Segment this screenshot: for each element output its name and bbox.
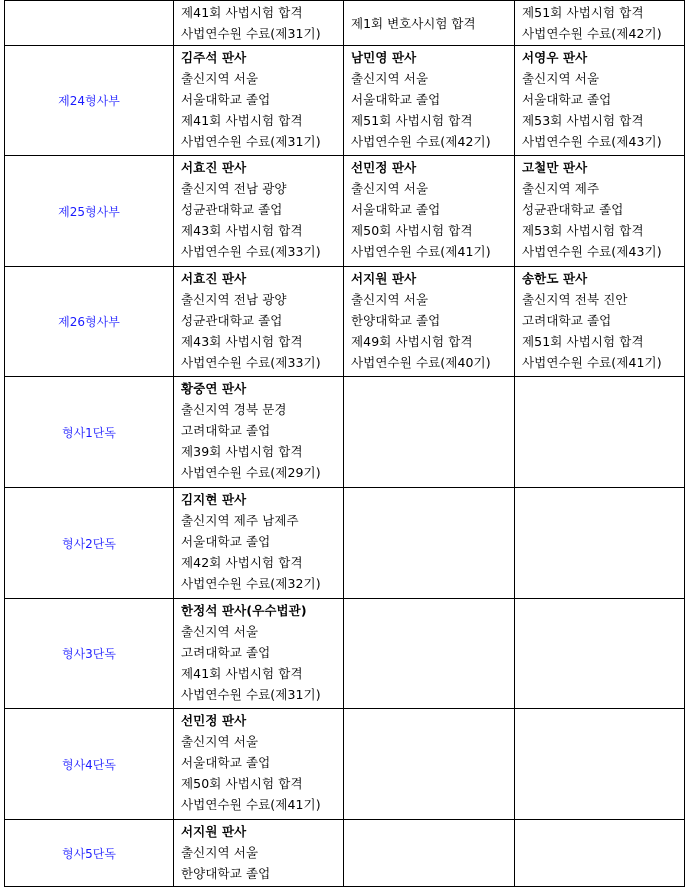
judge-detail: 사법연수원 수료(제41기) bbox=[181, 797, 321, 812]
judge-cell bbox=[344, 709, 515, 820]
judge-detail: 제41회 사법시험 합격 bbox=[181, 666, 303, 681]
judge-cell bbox=[174, 599, 344, 709]
table-row bbox=[5, 156, 685, 267]
judge-cell bbox=[174, 820, 344, 887]
judge-detail: 서울대학교 졸업 bbox=[351, 92, 441, 107]
judge-detail: 제43회 사법시험 합격 bbox=[181, 223, 303, 238]
judge-detail: 출신지역 서울 bbox=[522, 71, 600, 86]
judge-cell bbox=[344, 599, 515, 709]
judge-cell bbox=[344, 377, 515, 488]
judge-cell bbox=[174, 709, 344, 820]
judge-detail: 사법연수원 수료(제41기) bbox=[522, 355, 662, 370]
department-cell: 제24형사부 bbox=[5, 46, 174, 156]
judge-detail: 출신지역 제주 bbox=[522, 181, 600, 196]
judge-detail: 사법연수원 수료(제31기) bbox=[181, 26, 321, 41]
judge-detail: 출신지역 서울 bbox=[181, 624, 259, 639]
judge-cell bbox=[344, 820, 515, 887]
judge-cell bbox=[515, 599, 685, 709]
judge-detail: 사법연수원 수료(제43기) bbox=[522, 244, 662, 259]
judge-detail: 제1회 변호사시험 합격 bbox=[351, 16, 476, 31]
judge-detail: 사법연수원 수료(제33기) bbox=[181, 355, 321, 370]
department-cell: 형사5단독 bbox=[5, 820, 174, 887]
judge-detail: 출신지역 서울 bbox=[181, 734, 259, 749]
judge-detail: 사법연수원 수료(제32기) bbox=[181, 576, 321, 591]
table-row bbox=[5, 267, 685, 377]
judge-cell bbox=[344, 1, 515, 46]
judge-cell bbox=[174, 156, 344, 267]
judge-name: 서영우 판사 bbox=[522, 50, 588, 65]
judge-name: 한정석 판사(우수법관) bbox=[181, 603, 307, 618]
judge-name: 서지원 판사 bbox=[181, 824, 247, 839]
judge-detail: 출신지역 전남 광양 bbox=[181, 292, 287, 307]
judge-cell bbox=[515, 488, 685, 599]
table-row bbox=[5, 599, 685, 709]
judge-detail: 제41회 사법시험 합격 bbox=[181, 113, 303, 128]
department-cell: 형사1단독 bbox=[5, 377, 174, 488]
judge-detail: 출신지역 서울 bbox=[351, 181, 429, 196]
judge-detail: 사법연수원 수료(제29기) bbox=[181, 465, 321, 480]
judge-cell bbox=[344, 156, 515, 267]
judge-detail: 출신지역 서울 bbox=[181, 845, 259, 860]
judge-detail: 제51회 사법시험 합격 bbox=[522, 334, 644, 349]
judge-detail: 출신지역 전북 진안 bbox=[522, 292, 628, 307]
judge-detail: 출신지역 서울 bbox=[351, 292, 429, 307]
judge-name: 고철만 판사 bbox=[522, 160, 588, 175]
judge-cell bbox=[515, 156, 685, 267]
department-cell: 형사2단독 bbox=[5, 488, 174, 599]
judge-detail: 사법연수원 수료(제33기) bbox=[181, 244, 321, 259]
judge-cell bbox=[174, 377, 344, 488]
judge-name: 서효진 판사 bbox=[181, 271, 247, 286]
judge-cell bbox=[344, 46, 515, 156]
department-cell: 제25형사부 bbox=[5, 156, 174, 267]
judge-detail: 사법연수원 수료(제31기) bbox=[181, 687, 321, 702]
judge-cell bbox=[174, 488, 344, 599]
judge-detail: 서울대학교 졸업 bbox=[351, 202, 441, 217]
judge-detail: 성균관대학교 졸업 bbox=[181, 313, 283, 328]
judge-detail: 출신지역 전남 광양 bbox=[181, 181, 287, 196]
judge-cell bbox=[515, 1, 685, 46]
judge-name: 김주석 판사 bbox=[181, 50, 247, 65]
judge-detail: 성균관대학교 졸업 bbox=[181, 202, 283, 217]
judge-name: 남민영 판사 bbox=[351, 50, 417, 65]
judge-cell bbox=[515, 267, 685, 377]
table-row bbox=[5, 709, 685, 820]
judge-name: 선민정 판사 bbox=[351, 160, 417, 175]
table-row bbox=[5, 46, 685, 156]
judge-detail: 고려대학교 졸업 bbox=[522, 313, 612, 328]
table-row bbox=[5, 377, 685, 488]
judge-cell bbox=[515, 46, 685, 156]
judge-detail: 고려대학교 졸업 bbox=[181, 645, 271, 660]
judge-detail: 제53회 사법시험 합격 bbox=[522, 113, 644, 128]
judge-detail: 제43회 사법시험 합격 bbox=[181, 334, 303, 349]
judge-detail: 서울대학교 졸업 bbox=[181, 534, 271, 549]
judge-name: 서효진 판사 bbox=[181, 160, 247, 175]
department-cell bbox=[5, 1, 174, 46]
department-cell: 형사3단독 bbox=[5, 599, 174, 709]
judge-detail: 서울대학교 졸업 bbox=[181, 755, 271, 770]
judge-detail: 한양대학교 졸업 bbox=[351, 313, 441, 328]
judge-name: 송한도 판사 bbox=[522, 271, 588, 286]
judge-detail: 사법연수원 수료(제40기) bbox=[351, 355, 491, 370]
judge-detail: 제50회 사법시험 합격 bbox=[351, 223, 473, 238]
judge-detail: 사법연수원 수료(제42기) bbox=[351, 134, 491, 149]
judge-detail: 제53회 사법시험 합격 bbox=[522, 223, 644, 238]
judge-detail: 한양대학교 졸업 bbox=[181, 866, 271, 881]
judge-detail: 제39회 사법시험 합격 bbox=[181, 444, 303, 459]
judge-detail: 출신지역 서울 bbox=[351, 71, 429, 86]
judge-cell bbox=[174, 267, 344, 377]
judge-detail: 서울대학교 졸업 bbox=[181, 92, 271, 107]
judge-name: 김지현 판사 bbox=[181, 492, 247, 507]
department-cell: 제26형사부 bbox=[5, 267, 174, 377]
judge-detail: 출신지역 제주 남제주 bbox=[181, 513, 299, 528]
judge-cell bbox=[174, 1, 344, 46]
judge-cell bbox=[515, 709, 685, 820]
judge-detail: 제51회 사법시험 합격 bbox=[351, 113, 473, 128]
judge-detail: 사법연수원 수료(제31기) bbox=[181, 134, 321, 149]
judge-cell bbox=[515, 820, 685, 887]
judge-cell bbox=[344, 488, 515, 599]
judge-detail: 제42회 사법시험 합격 bbox=[181, 555, 303, 570]
table-row bbox=[5, 488, 685, 599]
judge-detail: 출신지역 서울 bbox=[181, 71, 259, 86]
judge-detail: 사법연수원 수료(제42기) bbox=[522, 26, 662, 41]
judge-detail: 출신지역 경북 문경 bbox=[181, 402, 287, 417]
table-row bbox=[5, 1, 685, 46]
judge-name: 황중연 판사 bbox=[181, 381, 247, 396]
table-row bbox=[5, 820, 685, 887]
judge-detail: 제51회 사법시험 합격 bbox=[522, 5, 644, 20]
judge-detail: 제41회 사법시험 합격 bbox=[181, 5, 303, 20]
judge-detail: 고려대학교 졸업 bbox=[181, 423, 271, 438]
judges-table bbox=[4, 0, 685, 887]
judge-detail: 사법연수원 수료(제41기) bbox=[351, 244, 491, 259]
judge-detail: 성균관대학교 졸업 bbox=[522, 202, 624, 217]
judge-name: 서지원 판사 bbox=[351, 271, 417, 286]
judge-name: 선민정 판사 bbox=[181, 713, 247, 728]
judge-cell bbox=[344, 267, 515, 377]
judge-detail: 제50회 사법시험 합격 bbox=[181, 776, 303, 791]
judge-cell bbox=[515, 377, 685, 488]
judge-detail: 서울대학교 졸업 bbox=[522, 92, 612, 107]
judge-cell bbox=[174, 46, 344, 156]
judge-detail: 제49회 사법시험 합격 bbox=[351, 334, 473, 349]
judge-detail: 사법연수원 수료(제43기) bbox=[522, 134, 662, 149]
department-cell: 형사4단독 bbox=[5, 709, 174, 820]
